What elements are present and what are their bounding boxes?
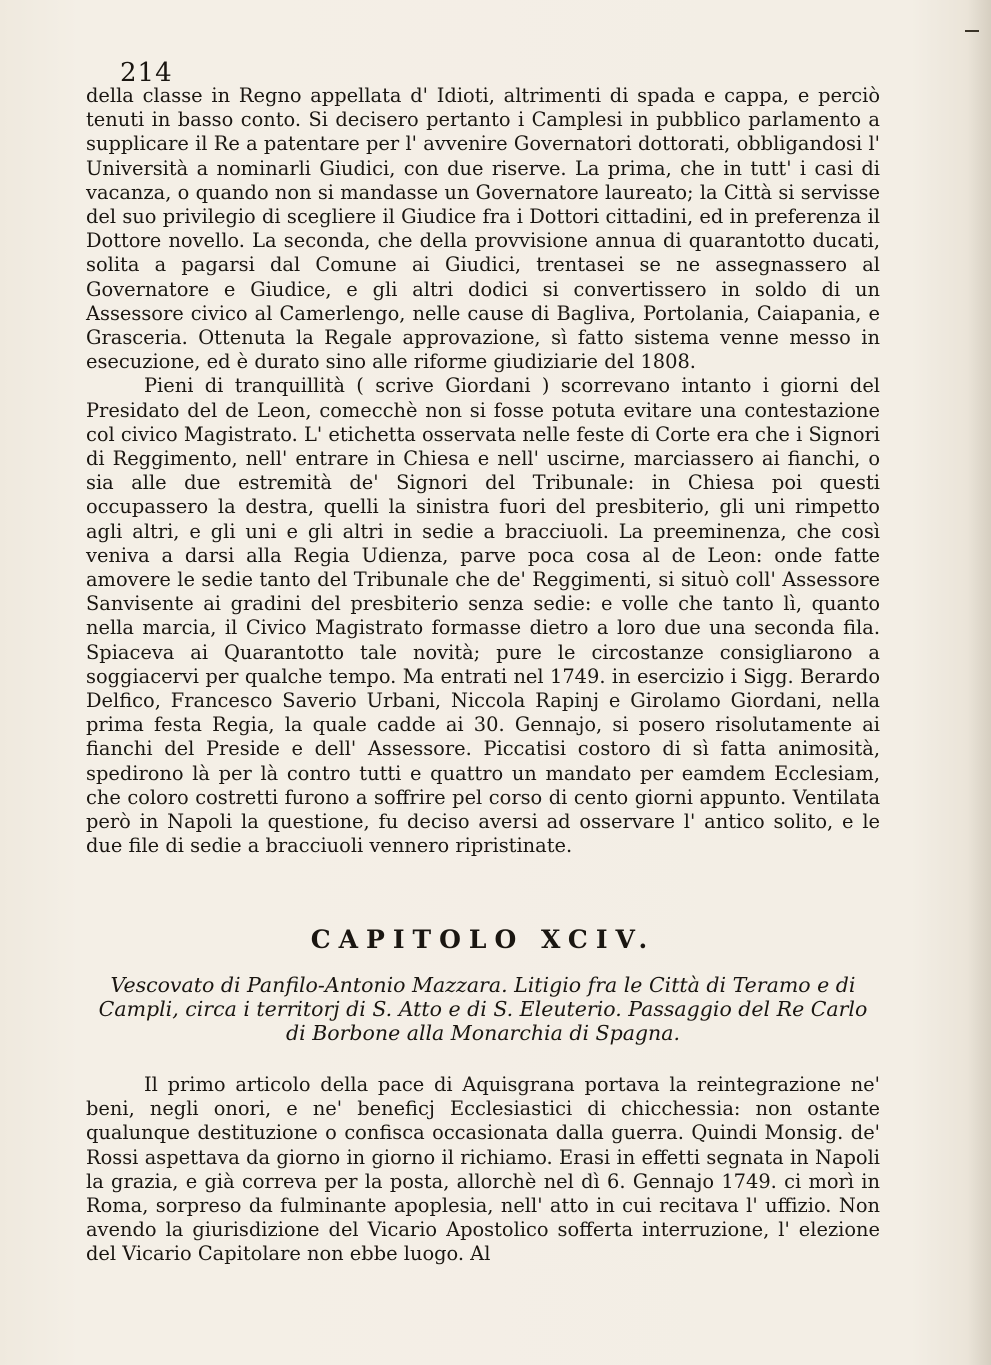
body-text (86, 84, 880, 859)
body-paragraph-2: Pieni di tranquillità ( scrive Giordani ) scorrevano intanto i giorni del Presidato del de Leon, comecchè non si fosse potuta evitare una contestazione col civico Magistrato. L' etichetta osservata nelle feste di Corte era che i Signori di Reggimento, nell' entrare in Chiesa e nell' uscirne, marciassero ai fianchi, o sia alle due estremità de' Signori del Tribunale: in Chiesa poi questi occupassero la destra, quelli la sinistra fuori del presbiterio, gli uni rimpetto agli altri, e gli uni e gli altri in sedie a bracciuoli. La preeminenza, che così veniva a darsi alla Regia Udienza, parve poca cosa al de Leon: onde fatte amovere le sedie tanto del Tribunale che de' Reggimenti, si situò coll' Assessore Sanvisente ai gradini del presbiterio senza sedie: e volle che tanto lì, quanto nella marcia, il Civico Magistrato formasse dietro a loro due una seconda fila. Spiaceva ai Quarantotto tale novità; pure le circostanze consigliarono a soggiacervi per qualche tempo. Ma entrati nel 1749. in esercizio i Sigg. Berardo Delfico, Francesco Saverio Urbani, Niccola Rapinj e Girolamo Giordani, nella prima festa Regia, la quale cadde ai 30. Gennajo, si posero risolutamente ai fianchi del Preside e dell' Assessore. Piccatisi costoro di sì fatta animosità, spedirono là per là contro tutti e quattro un mandato per eamdem Ecclesiam, che coloro costretti furono a soffrire pel corso di cento giorni appunto. Ventilata però in Napoli la questione, fu deciso aversi ad osservare l' antico solito, e le due file di sedie a bracciuoli vennero ripristinate. (86, 374, 880, 858)
body-paragraph-1: della classe in Regno appellata d' Idioti, altrimenti di spada e cappa, e perciò tenuti in basso conto. Si decisero pertanto i Camplesi in pubblico parlamento a supplicare il Re a patentare per l' avvenire Governatori dottorati, obbligandosi l' Università a nominarli Giudici, con due riserve. La prima, che in tutt' i casi di vacanza, o quando non si mandasse un Governatore laureato; la Città si servisse del suo privilegio di scegliere il Giudice fra i Dottori cittadini, ed in preferenza il Dottore novello. La seconda, che della provvisione annua di quarantotto ducati, solita a pagarsi dal Comune ai Giudici, trentasei se ne assegnassero al Governatore e Giudice, e gli altri dodici si convertissero in soldo di un Assessore civico al Camerlengo, nelle cause di Bagliva, Portolania, Caiapania, e Grasceria. Ottenuta la Regale approvazione, sì fatto sistema venne messo in esecuzione, ed è durato sino alle riforme giudiziarie del 1808. (86, 84, 880, 374)
corner-mark (965, 30, 979, 32)
chapter-text (86, 1073, 880, 1267)
page-edge-shadow (967, 0, 991, 1365)
chapter-summary: Vescovato di Panfilo-Antonio Mazzara. Litigio fra le Città di Teramo e di Campli, circa i territorj di S. Atto e di S. Eleuterio. Passaggio del Re Carlo di Borbone alla Monarchia di Spagna. (98, 973, 868, 1045)
chapter-paragraph: Il primo articolo della pace di Aquisgrana portava la reintegrazione ne' beni, negli onori, e ne' beneficj Ecclesiastici di chicchessia: non ostante qualunque destituzione o confisca occasionata dalla guerra. Quindi Monsig. de' Rossi aspettava da giorno in giorno il richiamo. Erasi in effetti segnata in Napoli la grazia, e già correva per la posta, allorchè nel dì 6. Gennajo 1749. ci morì in Roma, sorpreso da fulminante apoplesia, nell' atto in cui recitava l' uffizio. Non avendo la giurisdizione del Vicario Apostolico sofferta interruzione, l' elezione del Vicario Capitolare non ebbe luogo. Al (86, 1073, 880, 1266)
page-number: 214 (120, 58, 173, 88)
chapter-title: CAPITOLO XCIV. (310, 925, 656, 954)
